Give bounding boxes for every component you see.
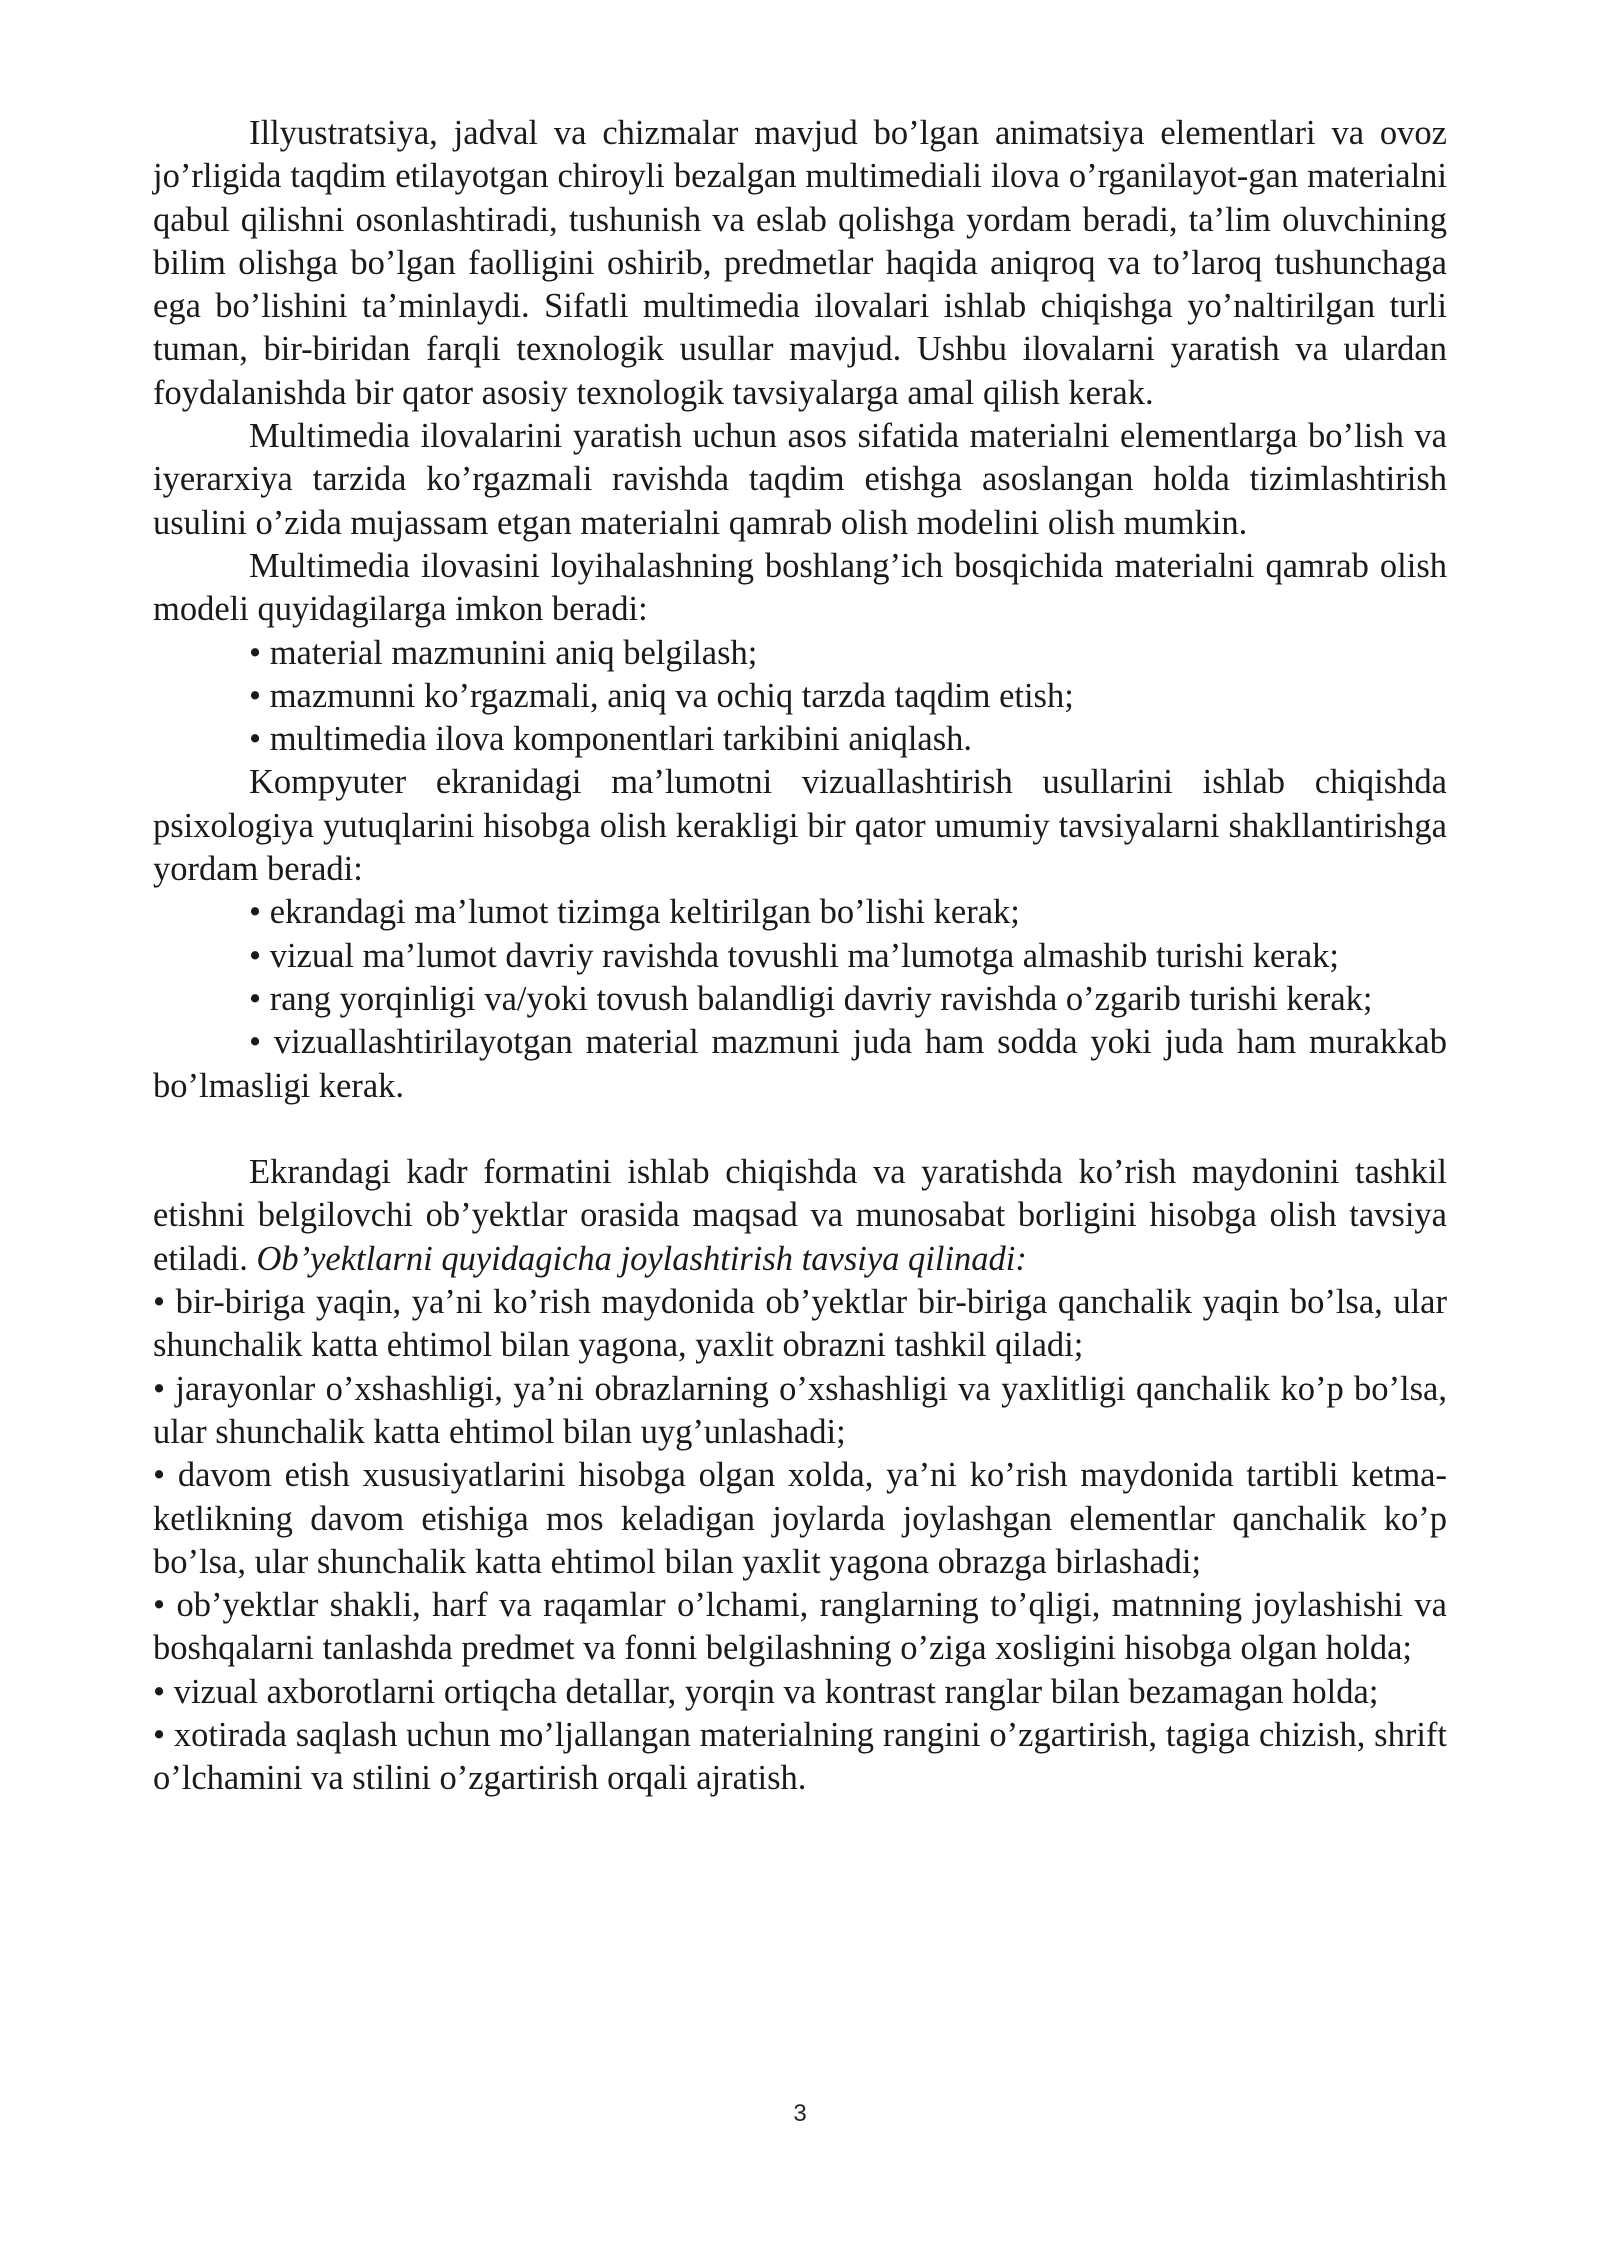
list-item: • material mazmunini aniq belgilash; [249, 633, 758, 672]
list-item: • jarayonlar o’xshashligi, ya’ni obrazlarning o’xshashligi va yaxlitligi qanchalik ko’p bo’lsa, ular shunchalik katta ehtimol bilan uyg’unlashadi; [153, 1369, 1447, 1451]
paragraph-psychology: Kompyuter ekranidagi ma’lumotni vizuallashtirish usullarini ishlab chiqishda psixologiya yutuqlarini hisobga olish kerakligi bir qator umumiy tavsiyalarni shakllantirishga yordam beradi: [153, 763, 1447, 889]
list-item: • ekrandagi ma’lumot tizimga keltirilgan bo’lishi kerak; [249, 893, 1020, 932]
frame-format-italic: Ob’yektlarni quyidagicha joylashtirish tavsiya qilinadi: [256, 1239, 1027, 1278]
list-item: • vizual ma’lumot davriy ravishda tovushli ma’lumotga almashib turishi kerak; [249, 936, 1339, 975]
paragraph-model: Multimedia ilovalarini yaratish uchun asos sifatida materialni elementlarga bo’lish va iyerarxiya tarzida ko’rgazmali ravishda taqdim etishga asoslangan holda tizimlashtirish usulini o’zida mujassam etgan materialni qamrab olish modelini olish mumkin. [153, 417, 1447, 542]
paragraph-design-stage: Multimedia ilovasini loyihalashning boshlang’ich bosqichida materialni qamrab olish modeli quyidagilarga imkon beradi: [153, 546, 1447, 629]
document-page [153, 112, 1447, 1801]
list-item: • vizual axborotlarni ortiqcha detallar, yorqin va kontrast ranglar bilan bezamagan holda; [153, 1672, 1379, 1711]
list-item: • multimedia ilova komponentlari tarkibini aniqlash. [249, 720, 973, 759]
paragraph-frame-format [153, 1151, 1447, 1281]
list-item: • bir-biriga yaqin, ya’ni ko’rish maydonida ob’yektlar bir-biriga qanchalik yaqin bo’lsa, ular shunchalik katta ehtimol bilan yagona, yaxlit obrazni tashkil qiladi; [153, 1283, 1447, 1365]
list-item: • ob’yektlar shakli, harf va raqamlar o’lchami, ranglarning to’qligi, matnning joylashishi va boshqalarni tanlashda predmet va fonni belgilashning o’ziga xosligini hisobga olgan holda; [153, 1586, 1447, 1668]
list-item: • mazmunni ko’rgazmali, aniq va ochiq tarzda taqdim etish; [249, 676, 1074, 715]
frame-format-text: Ekrandagi kadr formatini ishlab chiqishda va yaratishda ko’rish maydonini tashkil etishni belgilovchi ob’yektlar orasida maqsad va munosabat borligini hisobga olish tavsiya etiladi. [153, 1153, 1447, 1278]
list-item: • davom etish xususiyatlarini hisobga olgan xolda, ya’ni ko’rish maydonida tartibli ketma-ketlikning davom etishiga mos keladigan joylarda joylashgan elementlar qanchalik ko’p bo’lsa, ular shunchalik katta ehtimol bilan yaxlit yagona obrazga birlashadi; [153, 1456, 1447, 1581]
list-item: • xotirada saqlash uchun mo’ljallangan materialning rangini o’zgartirish, tagiga chizish, shrift o’lchamini va stilini o’zgartirish orqali ajratish. [153, 1715, 1447, 1798]
blank-line [153, 1108, 1447, 1151]
list-item: • vizuallashtirilayotgan material mazmuni juda ham sodda yoki juda ham murakkab bo’lmasligi kerak. [153, 1023, 1447, 1105]
list-item: • rang yorqinligi va/yoki tovush balandligi davriy ravishda o’zgarib turishi kerak; [249, 979, 1373, 1018]
paragraph-intro: Illyustratsiya, jadval va chizmalar mavjud bo’lgan animatsiya elementlari va ovoz jo’rligida taqdim etilayotgan chiroyli bezalgan multimediali ilova o’rganilayot-gan materialni qabul qilishni osonlashtiradi, tushunish va eslab qolishga yordam beradi, ta’lim oluvchining bilim olishga bo’lgan faolligini oshirib, predmetlar haqida aniqroq va to’laroq tushunchaga ega bo’lishini ta’minlaydi. Sifatli multimedia ilovalari ishlab chiqishga yo’naltirilgan turli tuman, bir-biridan farqli texnologik usullar mavjud. Ushbu ilovalarni yaratish va ulardan foydalanishda bir qator asosiy texnologik tavsiyalarga amal qilish kerak. [153, 114, 1447, 412]
page-number: 3 [793, 2100, 807, 2127]
